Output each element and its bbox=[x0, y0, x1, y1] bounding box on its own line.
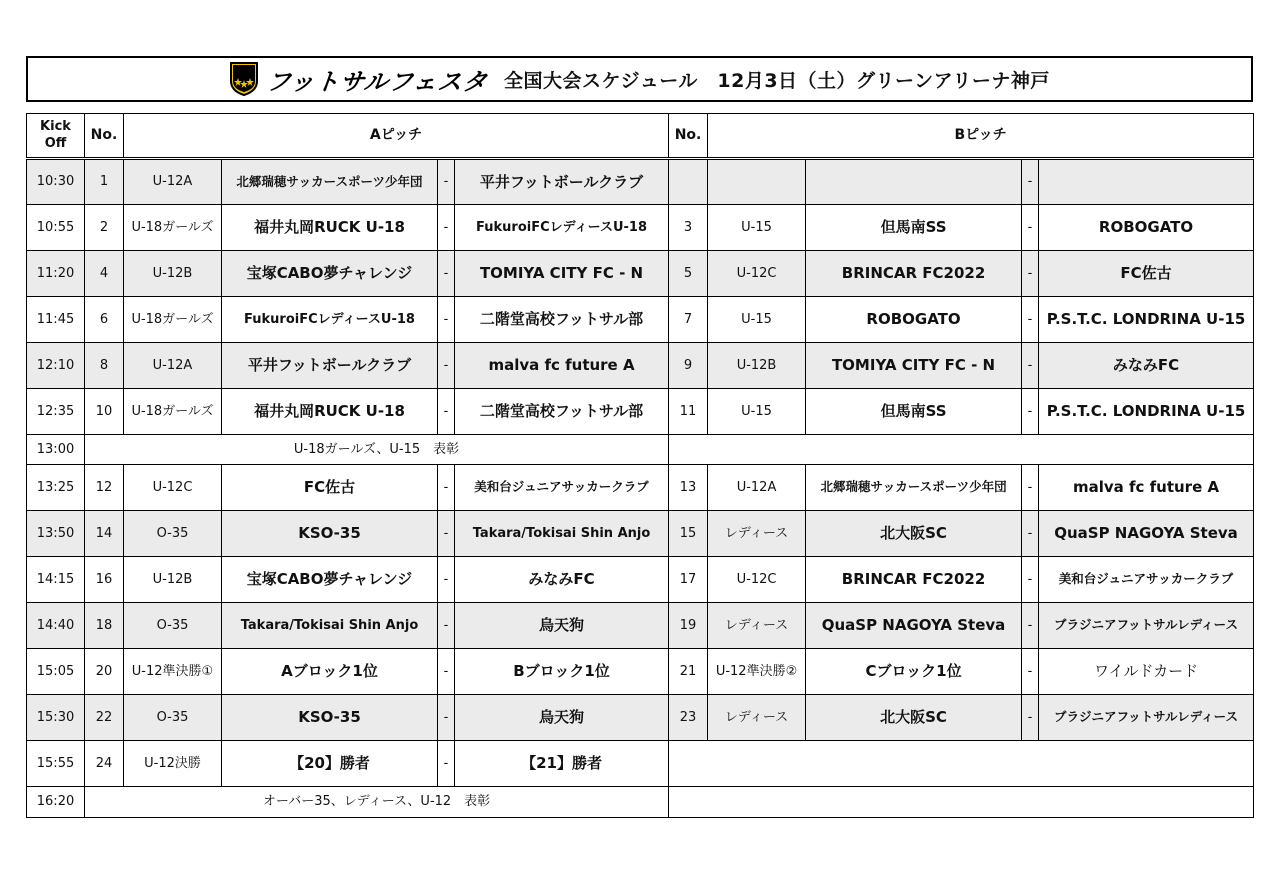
vs-separator: - bbox=[438, 557, 455, 603]
away-team: みなみFC bbox=[455, 557, 669, 603]
match-number: 23 bbox=[669, 695, 708, 741]
category: U-12C bbox=[708, 251, 806, 297]
home-team: 但馬南SS bbox=[806, 389, 1022, 435]
home-team: BRINCAR FC2022 bbox=[806, 251, 1022, 297]
vs-separator: - bbox=[438, 205, 455, 251]
vs-separator: - bbox=[1022, 557, 1039, 603]
table-row bbox=[27, 297, 1254, 343]
table-row bbox=[27, 389, 1254, 435]
award-note: U-18ガールズ、U-15 表彰 bbox=[85, 435, 669, 465]
home-team: 宝塚CABO夢チャレンジ bbox=[222, 557, 438, 603]
vs-separator: - bbox=[438, 511, 455, 557]
table-row bbox=[27, 511, 1254, 557]
pitch-a-header: Aピッチ bbox=[124, 114, 669, 159]
away-team: 平井フットボールクラブ bbox=[455, 159, 669, 205]
category: U-12C bbox=[124, 465, 222, 511]
home-team: 福井丸岡RUCK U-18 bbox=[222, 205, 438, 251]
vs-separator: - bbox=[1022, 603, 1039, 649]
category: U-12A bbox=[124, 159, 222, 205]
match-number bbox=[669, 159, 708, 205]
away-team: P.S.T.C. LONDRINA U-15 bbox=[1039, 389, 1254, 435]
table-row bbox=[27, 205, 1254, 251]
match-number: 2 bbox=[85, 205, 124, 251]
category: U-18ガールズ bbox=[124, 205, 222, 251]
away-team: ワイルドカード bbox=[1039, 649, 1254, 695]
match-number: 15 bbox=[669, 511, 708, 557]
away-team: TOMIYA CITY FC - N bbox=[455, 251, 669, 297]
vs-separator: - bbox=[1022, 511, 1039, 557]
category: レディース bbox=[708, 511, 806, 557]
away-team: QuaSP NAGOYA Steva bbox=[1039, 511, 1254, 557]
kickoff-time: 15:30 bbox=[27, 695, 85, 741]
away-team: FukuroiFCレディースU-18 bbox=[455, 205, 669, 251]
award-note: オーバー35、レディース、U-12 表彰 bbox=[85, 787, 669, 818]
away-team: ROBOGATO bbox=[1039, 205, 1254, 251]
table-row bbox=[27, 649, 1254, 695]
vs-separator: - bbox=[1022, 205, 1039, 251]
vs-separator: - bbox=[1022, 465, 1039, 511]
match-number: 16 bbox=[85, 557, 124, 603]
home-team: TOMIYA CITY FC - N bbox=[806, 343, 1022, 389]
category: U-12B bbox=[124, 251, 222, 297]
category: U-12A bbox=[124, 343, 222, 389]
category: U-18ガールズ bbox=[124, 297, 222, 343]
vs-separator: - bbox=[438, 251, 455, 297]
vs-separator: - bbox=[438, 343, 455, 389]
away-team: 美和台ジュニアサッカークラブ bbox=[455, 465, 669, 511]
vs-separator: - bbox=[438, 465, 455, 511]
home-team: FukuroiFCレディースU-18 bbox=[222, 297, 438, 343]
away-team: Takara/Tokisai Shin Anjo bbox=[455, 511, 669, 557]
match-number: 10 bbox=[85, 389, 124, 435]
category: U-12B bbox=[708, 343, 806, 389]
kick-off-header: Kick Off bbox=[27, 114, 85, 159]
category bbox=[708, 159, 806, 205]
kickoff-time: 16:20 bbox=[27, 787, 85, 818]
kickoff-time: 12:35 bbox=[27, 389, 85, 435]
page-title: 全国大会スケジュール 12月3日（土）グリーンアリーナ神戸 bbox=[504, 69, 1050, 92]
match-number: 1 bbox=[85, 159, 124, 205]
away-team: みなみFC bbox=[1039, 343, 1254, 389]
match-number: 4 bbox=[85, 251, 124, 297]
logo-text: フットサルフェスタ bbox=[265, 67, 490, 96]
category: U-15 bbox=[708, 205, 806, 251]
category: U-12B bbox=[124, 557, 222, 603]
vs-separator: - bbox=[1022, 695, 1039, 741]
category: U-12準決勝② bbox=[708, 649, 806, 695]
match-number: 3 bbox=[669, 205, 708, 251]
match-number: 18 bbox=[85, 603, 124, 649]
match-number: 8 bbox=[85, 343, 124, 389]
home-team: Takara/Tokisai Shin Anjo bbox=[222, 603, 438, 649]
category: レディース bbox=[708, 695, 806, 741]
away-team: 二階堂高校フットサル部 bbox=[455, 389, 669, 435]
home-team: ROBOGATO bbox=[806, 297, 1022, 343]
kickoff-time: 14:40 bbox=[27, 603, 85, 649]
table-row bbox=[27, 435, 1254, 465]
kickoff-time: 13:00 bbox=[27, 435, 85, 465]
category: U-18ガールズ bbox=[124, 389, 222, 435]
vs-separator: - bbox=[438, 603, 455, 649]
away-team: 美和台ジュニアサッカークラブ bbox=[1039, 557, 1254, 603]
kickoff-time: 14:15 bbox=[27, 557, 85, 603]
category: U-12A bbox=[708, 465, 806, 511]
shield-emblem-icon bbox=[229, 61, 259, 97]
home-team bbox=[806, 159, 1022, 205]
vs-separator: - bbox=[1022, 389, 1039, 435]
kickoff-time: 15:55 bbox=[27, 741, 85, 787]
category: U-12準決勝① bbox=[124, 649, 222, 695]
kickoff-time: 11:20 bbox=[27, 251, 85, 297]
home-team: KSO-35 bbox=[222, 695, 438, 741]
match-number: 20 bbox=[85, 649, 124, 695]
match-number: 24 bbox=[85, 741, 124, 787]
vs-separator: - bbox=[1022, 159, 1039, 205]
vs-separator: - bbox=[438, 695, 455, 741]
table-row bbox=[27, 251, 1254, 297]
away-team: 二階堂高校フットサル部 bbox=[455, 297, 669, 343]
home-team: 福井丸岡RUCK U-18 bbox=[222, 389, 438, 435]
home-team: Aブロック1位 bbox=[222, 649, 438, 695]
match-number: 17 bbox=[669, 557, 708, 603]
kickoff-time: 15:05 bbox=[27, 649, 85, 695]
kickoff-time: 11:45 bbox=[27, 297, 85, 343]
empty-cell bbox=[669, 435, 1254, 465]
table-row bbox=[27, 603, 1254, 649]
no-a-header: No. bbox=[85, 114, 124, 159]
home-team: 宝塚CABO夢チャレンジ bbox=[222, 251, 438, 297]
category: U-12決勝 bbox=[124, 741, 222, 787]
away-team: P.S.T.C. LONDRINA U-15 bbox=[1039, 297, 1254, 343]
table-row bbox=[27, 741, 1254, 787]
vs-separator: - bbox=[438, 159, 455, 205]
category: O-35 bbox=[124, 695, 222, 741]
home-team: 【20】勝者 bbox=[222, 741, 438, 787]
match-number: 7 bbox=[669, 297, 708, 343]
away-team: FC佐古 bbox=[1039, 251, 1254, 297]
vs-separator: - bbox=[1022, 297, 1039, 343]
category: O-35 bbox=[124, 603, 222, 649]
match-number: 6 bbox=[85, 297, 124, 343]
match-number: 22 bbox=[85, 695, 124, 741]
away-team: ブラジニアフットサルレディース bbox=[1039, 603, 1254, 649]
home-team: 北大阪SC bbox=[806, 511, 1022, 557]
away-team bbox=[1039, 159, 1254, 205]
match-number: 19 bbox=[669, 603, 708, 649]
kickoff-time: 12:10 bbox=[27, 343, 85, 389]
schedule-table bbox=[26, 113, 1254, 818]
match-number: 14 bbox=[85, 511, 124, 557]
category: U-15 bbox=[708, 297, 806, 343]
match-number: 5 bbox=[669, 251, 708, 297]
category: O-35 bbox=[124, 511, 222, 557]
home-team: QuaSP NAGOYA Steva bbox=[806, 603, 1022, 649]
match-number: 11 bbox=[669, 389, 708, 435]
vs-separator: - bbox=[1022, 251, 1039, 297]
table-row bbox=[27, 159, 1254, 205]
table-row bbox=[27, 465, 1254, 511]
match-number: 21 bbox=[669, 649, 708, 695]
pitch-b-header: Bピッチ bbox=[708, 114, 1254, 159]
vs-separator: - bbox=[438, 297, 455, 343]
away-team: Bブロック1位 bbox=[455, 649, 669, 695]
vs-separator: - bbox=[438, 649, 455, 695]
category: U-15 bbox=[708, 389, 806, 435]
table-row bbox=[27, 695, 1254, 741]
vs-separator: - bbox=[1022, 649, 1039, 695]
kickoff-time: 13:50 bbox=[27, 511, 85, 557]
category: レディース bbox=[708, 603, 806, 649]
column-header-row bbox=[27, 114, 1254, 159]
home-team: 但馬南SS bbox=[806, 205, 1022, 251]
empty-cell bbox=[669, 741, 1254, 787]
home-team: 北郷瑞穂サッカースポーツ少年団 bbox=[222, 159, 438, 205]
kickoff-time: 10:55 bbox=[27, 205, 85, 251]
table-row bbox=[27, 787, 1254, 818]
vs-separator: - bbox=[438, 741, 455, 787]
home-team: Cブロック1位 bbox=[806, 649, 1022, 695]
away-team: 【21】勝者 bbox=[455, 741, 669, 787]
table-row bbox=[27, 557, 1254, 603]
away-team: 烏天狗 bbox=[455, 695, 669, 741]
vs-separator: - bbox=[438, 389, 455, 435]
vs-separator: - bbox=[1022, 343, 1039, 389]
match-number: 13 bbox=[669, 465, 708, 511]
futsal-fiesta-logo bbox=[229, 61, 488, 97]
match-number: 12 bbox=[85, 465, 124, 511]
category: U-12C bbox=[708, 557, 806, 603]
home-team: 北郷瑞穂サッカースポーツ少年団 bbox=[806, 465, 1022, 511]
kickoff-time: 13:25 bbox=[27, 465, 85, 511]
away-team: 烏天狗 bbox=[455, 603, 669, 649]
away-team: ブラジニアフットサルレディース bbox=[1039, 695, 1254, 741]
home-team: BRINCAR FC2022 bbox=[806, 557, 1022, 603]
away-team: malva fc future A bbox=[455, 343, 669, 389]
home-team: 平井フットボールクラブ bbox=[222, 343, 438, 389]
home-team: FC佐古 bbox=[222, 465, 438, 511]
away-team: malva fc future A bbox=[1039, 465, 1254, 511]
empty-cell bbox=[669, 787, 1254, 818]
kickoff-time: 10:30 bbox=[27, 159, 85, 205]
home-team: 北大阪SC bbox=[806, 695, 1022, 741]
no-b-header: No. bbox=[669, 114, 708, 159]
table-row bbox=[27, 343, 1254, 389]
match-number: 9 bbox=[669, 343, 708, 389]
home-team: KSO-35 bbox=[222, 511, 438, 557]
schedule-header bbox=[26, 56, 1253, 102]
